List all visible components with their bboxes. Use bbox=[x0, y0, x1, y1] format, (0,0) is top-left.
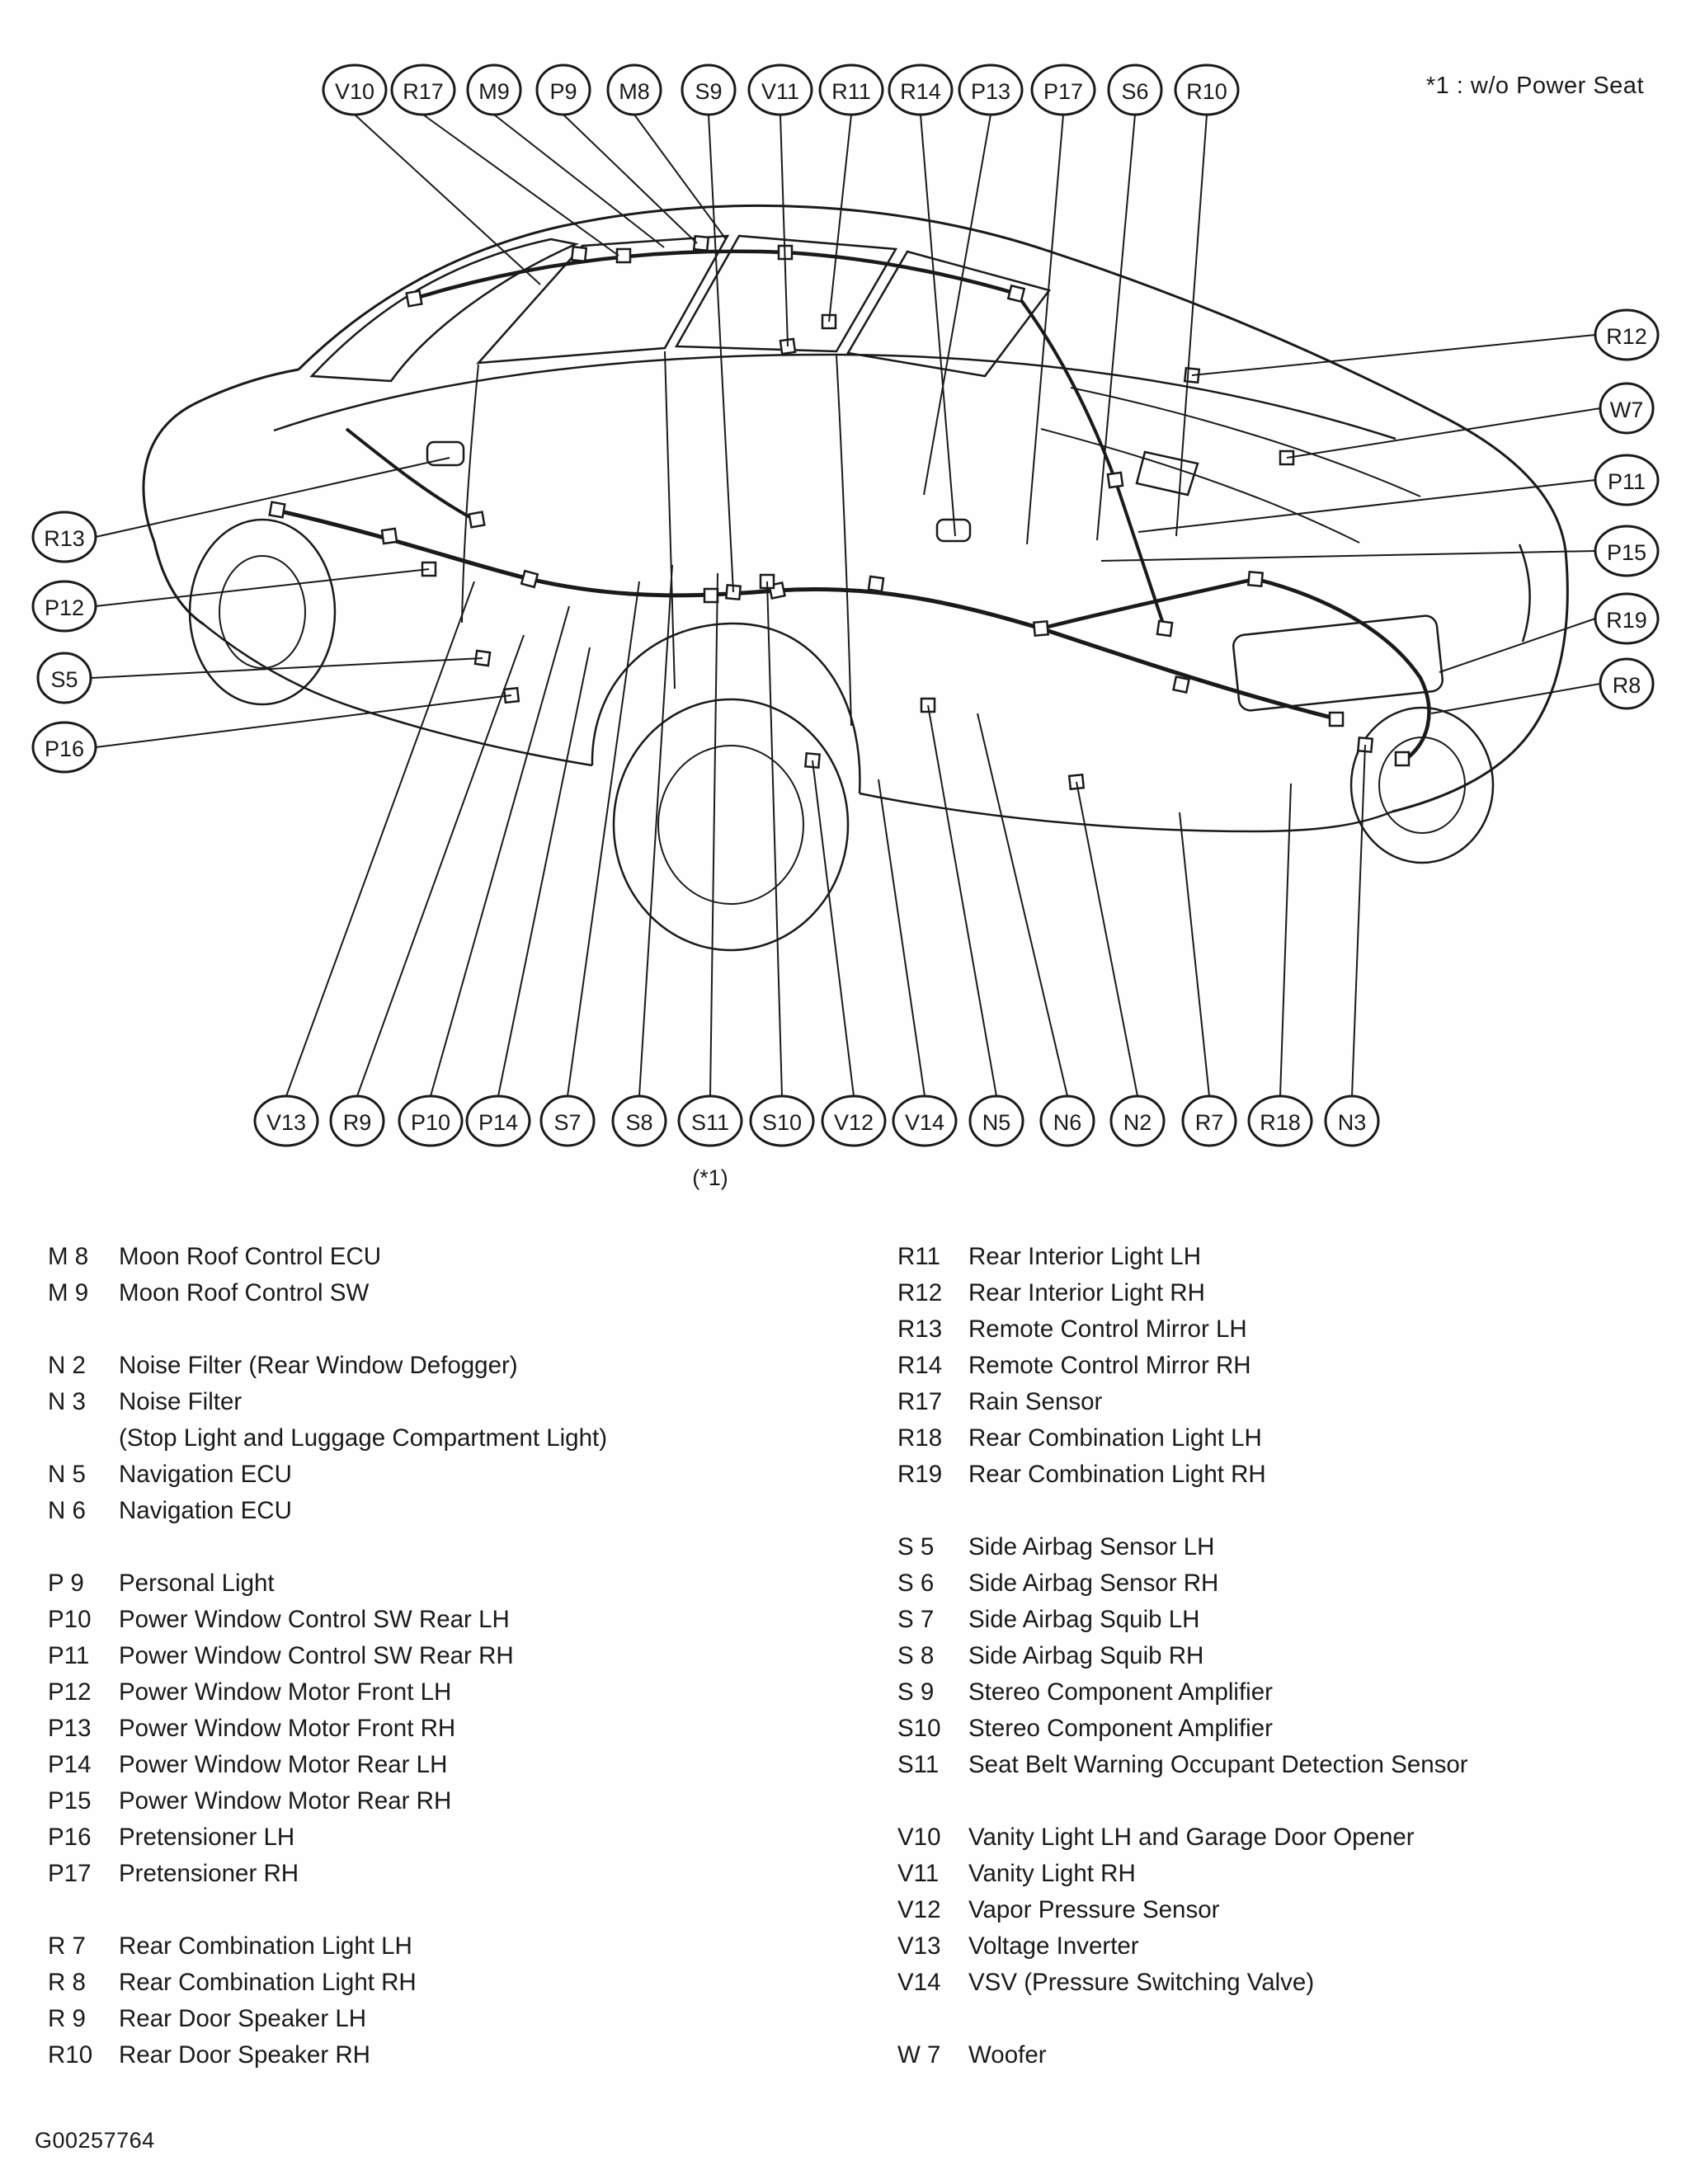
leader-line-P16 bbox=[96, 695, 511, 747]
callout-S10 bbox=[751, 1096, 813, 1146]
legend-entry-code: R18 bbox=[897, 1424, 943, 1452]
car-upper-outline bbox=[299, 205, 1567, 812]
leader-line-V11 bbox=[780, 115, 788, 346]
callout-S9 bbox=[682, 65, 735, 115]
legend-entry-code: R 7 bbox=[48, 1932, 86, 1960]
legend-entry-label: Rear Interior Light LH bbox=[968, 1243, 1202, 1270]
callout-label: M8 bbox=[619, 79, 650, 104]
legend-entry-code: P13 bbox=[48, 1715, 92, 1742]
connector bbox=[617, 249, 630, 262]
callout-label: P14 bbox=[478, 1110, 519, 1135]
legend-entry-code: P10 bbox=[48, 1606, 92, 1633]
connector bbox=[1330, 713, 1343, 726]
legend-entry bbox=[897, 1602, 1657, 1638]
legend-entry-code: S 6 bbox=[897, 1570, 935, 1597]
legend-entry bbox=[897, 1457, 1657, 1493]
callout-label: S10 bbox=[761, 1110, 803, 1135]
callout-label: P10 bbox=[410, 1110, 451, 1135]
callout-V10 bbox=[323, 65, 386, 115]
legend bbox=[48, 1239, 1657, 2073]
legend-entry-label: Rear Door Speaker LH bbox=[119, 2005, 367, 2032]
legend-entry-code: R10 bbox=[48, 2041, 93, 2069]
legend-entry bbox=[48, 1239, 897, 1275]
leader-line-P14 bbox=[498, 647, 590, 1096]
callout-M8 bbox=[608, 65, 661, 115]
callout-label: R19 bbox=[1606, 608, 1647, 633]
legend-entry-label: Personal Light bbox=[119, 1570, 275, 1597]
legend-entry-code: P16 bbox=[48, 1824, 92, 1851]
legend-entry-code: R14 bbox=[897, 1352, 943, 1379]
leader-line-S7 bbox=[568, 581, 639, 1096]
legend-entry-label: Side Airbag Sensor RH bbox=[968, 1570, 1219, 1597]
legend-entry bbox=[48, 1711, 897, 1747]
callout-S6 bbox=[1109, 65, 1161, 115]
connector bbox=[1108, 473, 1123, 487]
leader-line-R14 bbox=[921, 115, 955, 536]
callout-label: V11 bbox=[761, 79, 800, 104]
callout-R11 bbox=[820, 65, 883, 115]
legend-spacer bbox=[48, 1529, 897, 1565]
callout-P16 bbox=[33, 723, 96, 772]
connector bbox=[869, 577, 883, 591]
legend-entry-label: Noise Filter bbox=[119, 1388, 243, 1415]
legend-entry-label: Remote Control Mirror LH bbox=[968, 1316, 1247, 1343]
callout-S7 bbox=[541, 1096, 594, 1146]
legend-entry bbox=[48, 1348, 897, 1384]
legend-entry bbox=[48, 1965, 897, 2001]
trunk-lid-edge bbox=[1071, 388, 1420, 497]
callout-label: R14 bbox=[900, 79, 941, 104]
legend-entry-label: Seat Belt Warning Occupant Detection Sensor bbox=[968, 1751, 1468, 1778]
legend-entry-label: (Stop Light and Luggage Compartment Light) bbox=[119, 1424, 608, 1452]
leader-line-R19 bbox=[1439, 619, 1595, 672]
leader-line-P13 bbox=[924, 115, 991, 495]
legend-entry-code: P15 bbox=[48, 1787, 92, 1815]
legend-spacer bbox=[897, 1493, 1657, 1529]
callout-label: R7 bbox=[1194, 1110, 1224, 1135]
callout-S8 bbox=[613, 1096, 666, 1146]
callout-label: P12 bbox=[44, 595, 85, 620]
legend-entry-label: Power Window Control SW Rear LH bbox=[119, 1606, 510, 1633]
rear-light-right bbox=[1519, 544, 1530, 642]
legend-spacer bbox=[48, 1311, 897, 1348]
callout-R18 bbox=[1249, 1096, 1312, 1146]
leader-line-V10 bbox=[355, 115, 540, 285]
leader-line-P17 bbox=[1027, 115, 1063, 544]
connector bbox=[270, 502, 285, 518]
legend-entry bbox=[48, 1275, 897, 1311]
rear-harness bbox=[1255, 579, 1429, 760]
legend-entry bbox=[897, 1529, 1657, 1565]
callout-P11 bbox=[1595, 455, 1658, 505]
front-door-seam bbox=[462, 365, 478, 623]
license-plate bbox=[1232, 614, 1444, 711]
callout-label: V10 bbox=[334, 79, 375, 104]
callout-N6 bbox=[1041, 1096, 1094, 1146]
legend-entry bbox=[897, 1565, 1657, 1602]
legend-entry-code: N 3 bbox=[48, 1388, 86, 1415]
callout-label: R10 bbox=[1186, 79, 1227, 104]
leader-line-N6 bbox=[977, 713, 1067, 1096]
legend-entry-code: R17 bbox=[897, 1388, 943, 1415]
legend-entry bbox=[48, 1638, 897, 1674]
legend-entry-label: Power Window Control SW Rear RH bbox=[119, 1642, 514, 1669]
callout-P13 bbox=[959, 65, 1022, 115]
leader-line-S5 bbox=[91, 658, 483, 678]
callout-label: P16 bbox=[44, 737, 85, 761]
callout-R14 bbox=[889, 65, 952, 115]
callout-label: N6 bbox=[1053, 1110, 1082, 1135]
legend-entry-code: V10 bbox=[897, 1824, 941, 1851]
callout-label: S7 bbox=[553, 1110, 582, 1135]
callout-R17 bbox=[392, 65, 455, 115]
legend-entry-code: S 9 bbox=[897, 1678, 935, 1706]
leader-line-S9 bbox=[709, 115, 733, 592]
callout-label: R9 bbox=[342, 1110, 372, 1135]
legend-entry bbox=[48, 1565, 897, 1602]
windshield bbox=[312, 239, 576, 381]
callout-R9 bbox=[331, 1096, 384, 1146]
leader-line-R12 bbox=[1192, 335, 1595, 375]
legend-entry-label: Vanity Light LH and Garage Door Opener bbox=[968, 1824, 1415, 1851]
callout-R13 bbox=[33, 512, 96, 562]
legend-entry bbox=[48, 1384, 897, 1420]
legend-entry bbox=[897, 2037, 1657, 2073]
legend-entry bbox=[48, 1928, 897, 1965]
legend-entry-label: Rear Combination Light LH bbox=[119, 1932, 412, 1960]
legend-entry-label: Stereo Component Amplifier bbox=[968, 1715, 1273, 1742]
legend-entry-code: S10 bbox=[897, 1715, 941, 1742]
legend-entry-label: Rear Combination Light RH bbox=[119, 1969, 417, 1996]
legend-entry-code: M 8 bbox=[48, 1243, 89, 1270]
leader-line-V14 bbox=[878, 779, 925, 1096]
legend-entry-code: V14 bbox=[897, 1969, 941, 1996]
legend-entry-label: Side Airbag Sensor LH bbox=[968, 1533, 1215, 1560]
callout-R8 bbox=[1600, 659, 1653, 708]
leader-line-P11 bbox=[1138, 480, 1595, 532]
callout-W7 bbox=[1600, 384, 1653, 433]
callout-N3 bbox=[1326, 1096, 1378, 1146]
callout-label: W7 bbox=[1609, 398, 1644, 422]
rear-door-seam bbox=[836, 355, 851, 726]
callout-label: N3 bbox=[1337, 1110, 1367, 1135]
connector bbox=[1174, 677, 1189, 693]
legend-entry-code: R 8 bbox=[48, 1969, 86, 1996]
legend-entry-code: P12 bbox=[48, 1678, 92, 1706]
legend-entry-code: P17 bbox=[48, 1860, 92, 1887]
leader-line-S10 bbox=[767, 581, 782, 1096]
legend-entry-label: Voltage Inverter bbox=[968, 1932, 1139, 1960]
legend-entry bbox=[897, 1747, 1657, 1783]
connector bbox=[1157, 621, 1172, 636]
callout-label: P11 bbox=[1607, 469, 1646, 494]
leader-line-N2 bbox=[1076, 782, 1137, 1096]
leader-line-N5 bbox=[928, 705, 996, 1096]
callout-label: M9 bbox=[478, 79, 510, 104]
connector bbox=[469, 512, 485, 528]
legend-entry-label: Power Window Motor Front LH bbox=[119, 1678, 452, 1706]
callout-S11 bbox=[679, 1096, 742, 1146]
legend-entry-code: V12 bbox=[897, 1896, 941, 1923]
callout-N5 bbox=[970, 1096, 1023, 1146]
legend-entry-code: R19 bbox=[897, 1461, 943, 1488]
legend-entry-code: R13 bbox=[897, 1316, 943, 1343]
front-door-window bbox=[478, 236, 728, 363]
callout-label: N5 bbox=[982, 1110, 1011, 1135]
legend-entry-code: V13 bbox=[897, 1932, 941, 1960]
connector bbox=[704, 589, 718, 602]
callout-label: R8 bbox=[1612, 673, 1641, 698]
callout-V11 bbox=[749, 65, 812, 115]
legend-entry-code: S 8 bbox=[897, 1642, 935, 1669]
legend-entry bbox=[48, 1457, 897, 1493]
legend-entry-code: R11 bbox=[897, 1243, 940, 1270]
legend-entry-label: Side Airbag Squib RH bbox=[968, 1642, 1204, 1669]
connector bbox=[521, 571, 538, 587]
car-sill-front bbox=[204, 624, 592, 765]
callout-label: S6 bbox=[1121, 79, 1149, 104]
front-left-wheel bbox=[190, 520, 335, 704]
callout-R7 bbox=[1183, 1096, 1236, 1146]
legend-entry-code: N 2 bbox=[48, 1352, 86, 1379]
connector bbox=[1008, 285, 1024, 301]
legend-entry-label: Pretensioner LH bbox=[119, 1824, 295, 1851]
leader-line-P9 bbox=[563, 115, 697, 243]
callout-label: N2 bbox=[1123, 1110, 1152, 1135]
callout-label: R18 bbox=[1260, 1110, 1301, 1135]
legend-entry-code: R 9 bbox=[48, 2005, 86, 2032]
rear-left-wheel bbox=[614, 699, 848, 950]
legend-entry bbox=[897, 1856, 1657, 1892]
callout-V13 bbox=[255, 1096, 318, 1146]
legend-entry bbox=[897, 1711, 1657, 1747]
car-sill-rear bbox=[860, 793, 1392, 831]
legend-column-right bbox=[897, 1239, 1657, 2073]
connector bbox=[1248, 572, 1262, 586]
legend-entry-code: N 6 bbox=[48, 1497, 86, 1524]
legend-entry bbox=[897, 1311, 1657, 1348]
legend-entry-code: S 5 bbox=[897, 1533, 935, 1560]
callout-N2 bbox=[1111, 1096, 1164, 1146]
legend-entry-label: Moon Roof Control ECU bbox=[119, 1243, 382, 1270]
callout-label: V13 bbox=[266, 1110, 307, 1135]
legend-entry-code: M 9 bbox=[48, 1279, 89, 1306]
callout-M9 bbox=[468, 65, 520, 115]
connector bbox=[382, 529, 397, 544]
callout-label: S9 bbox=[695, 79, 723, 104]
front-left-wheel-inner bbox=[219, 556, 305, 668]
callout-label: S5 bbox=[50, 667, 78, 692]
leader-line-R13 bbox=[96, 458, 450, 537]
legend-entry-label: Power Window Motor Rear RH bbox=[119, 1787, 452, 1815]
legend-entry-code: R12 bbox=[897, 1279, 943, 1306]
callout-label: V14 bbox=[904, 1110, 945, 1135]
callout-label: S11 bbox=[690, 1110, 730, 1135]
leader-line-R7 bbox=[1180, 812, 1209, 1096]
leader-line-N3 bbox=[1352, 745, 1365, 1096]
callout-labels bbox=[33, 65, 1658, 1146]
legend-entry bbox=[48, 1420, 897, 1457]
legend-entry-code: V11 bbox=[897, 1860, 940, 1887]
legend-entry bbox=[897, 1819, 1657, 1856]
callout-P14 bbox=[467, 1096, 530, 1146]
legend-entry-label: Moon Roof Control SW bbox=[119, 1279, 370, 1306]
legend-entry bbox=[897, 1892, 1657, 1928]
callout-R19 bbox=[1595, 594, 1658, 643]
legend-entry-label: Rear Door Speaker RH bbox=[119, 2041, 370, 2069]
legend-spacer bbox=[897, 1783, 1657, 1819]
legend-entry-label: Vanity Light RH bbox=[968, 1860, 1136, 1887]
connector bbox=[1034, 621, 1048, 635]
legend-entry bbox=[897, 1239, 1657, 1275]
callout-R10 bbox=[1175, 65, 1238, 115]
floor-harness-branch bbox=[1041, 579, 1255, 628]
callout-V14 bbox=[893, 1096, 956, 1146]
legend-entry-code: P11 bbox=[48, 1642, 90, 1669]
callout-P9 bbox=[537, 65, 590, 115]
legend-entry bbox=[48, 1856, 897, 1892]
legend-entry bbox=[48, 2001, 897, 2037]
legend-entry-code: P14 bbox=[48, 1751, 92, 1778]
legend-entry-label: Rear Combination Light RH bbox=[968, 1461, 1266, 1488]
callout-P12 bbox=[33, 581, 96, 631]
callout-label: R17 bbox=[403, 79, 444, 104]
rear-right-wheel bbox=[1351, 708, 1493, 863]
legend-entry-label: Navigation ECU bbox=[119, 1461, 292, 1488]
legend-entry-label: Vapor Pressure Sensor bbox=[968, 1896, 1220, 1923]
legend-entry-label: Rain Sensor bbox=[968, 1388, 1103, 1415]
legend-entry bbox=[897, 1420, 1657, 1457]
callout-label: P15 bbox=[1606, 540, 1647, 565]
power-seat-note: *1 : w/o Power Seat bbox=[1425, 73, 1644, 99]
legend-entry-code: N 5 bbox=[48, 1461, 86, 1488]
callout-label: R13 bbox=[44, 526, 85, 551]
legend-entry-label: Power Window Motor Rear LH bbox=[119, 1751, 448, 1778]
callout-label: R12 bbox=[1606, 324, 1647, 349]
legend-entry-label: Rear Interior Light RH bbox=[968, 1279, 1205, 1306]
connector bbox=[407, 291, 422, 307]
callout-P15 bbox=[1595, 526, 1658, 576]
legend-entry bbox=[897, 1674, 1657, 1711]
callout-R12 bbox=[1595, 310, 1658, 360]
callout-V12 bbox=[822, 1096, 885, 1146]
callout-label: S8 bbox=[625, 1110, 653, 1135]
legend-entry-label: Noise Filter (Rear Window Defogger) bbox=[119, 1352, 518, 1379]
legend-entry bbox=[48, 1819, 897, 1856]
legend-entry-label: Power Window Motor Front RH bbox=[119, 1715, 456, 1742]
leader-line-R11 bbox=[829, 115, 851, 322]
leader-line-P12 bbox=[96, 569, 429, 606]
legend-entry bbox=[48, 1783, 897, 1819]
legend-entry bbox=[48, 1602, 897, 1638]
legend-entry bbox=[897, 1928, 1657, 1965]
legend-entry-label: Stereo Component Amplifier bbox=[968, 1678, 1273, 1706]
legend-entry bbox=[897, 1384, 1657, 1420]
legend-entry-label: Woofer bbox=[968, 2041, 1047, 2069]
callout-label: P9 bbox=[549, 79, 577, 104]
legend-entry-code: W 7 bbox=[897, 2041, 941, 2069]
callout-label: P17 bbox=[1043, 79, 1084, 104]
connector bbox=[1396, 752, 1409, 765]
callout-label: V12 bbox=[833, 1110, 874, 1135]
harness-connectors bbox=[270, 236, 1409, 789]
rear-wheel-arch bbox=[592, 624, 860, 793]
legend-entry bbox=[48, 1674, 897, 1711]
legend-entry bbox=[48, 2037, 897, 2073]
legend-spacer bbox=[48, 1892, 897, 1928]
legend-column-left bbox=[48, 1239, 897, 2073]
legend-entry bbox=[897, 1348, 1657, 1384]
legend-entry bbox=[48, 1493, 897, 1529]
leader-line-R8 bbox=[1431, 684, 1600, 713]
leader-line-P15 bbox=[1101, 551, 1595, 561]
callout-label: P13 bbox=[970, 79, 1011, 104]
legend-entry-code: S 7 bbox=[897, 1606, 935, 1633]
callout-P17 bbox=[1032, 65, 1095, 115]
legend-entry-label: Remote Control Mirror RH bbox=[968, 1352, 1251, 1379]
leader-line-V13 bbox=[286, 581, 474, 1096]
legend-entry-label: Pretensioner RH bbox=[119, 1860, 299, 1887]
legend-entry bbox=[897, 1965, 1657, 2001]
legend-entry-code bbox=[48, 1420, 119, 1457]
footnote-power-seat: (*1) bbox=[692, 1165, 728, 1190]
legend-entry-label: Side Airbag Squib LH bbox=[968, 1606, 1200, 1633]
legend-spacer bbox=[897, 2001, 1657, 2037]
legend-entry-code: S11 bbox=[897, 1751, 940, 1778]
legend-entry-code: P 9 bbox=[48, 1570, 84, 1597]
figure-id: G00257764 bbox=[35, 2128, 155, 2153]
legend-entry bbox=[48, 1747, 897, 1783]
legend-entry-label: Rear Combination Light LH bbox=[968, 1424, 1262, 1452]
callout-label: R11 bbox=[831, 79, 871, 104]
callout-P10 bbox=[399, 1096, 462, 1146]
leader-lines bbox=[91, 115, 1600, 1096]
connector bbox=[572, 247, 586, 261]
legend-entry bbox=[897, 1275, 1657, 1311]
legend-entry bbox=[897, 1638, 1657, 1674]
legend-entry-label: Navigation ECU bbox=[119, 1497, 292, 1524]
rear-left-wheel-inner bbox=[658, 746, 803, 904]
callout-S5 bbox=[38, 653, 91, 703]
leader-line-S11 bbox=[710, 573, 718, 1096]
legend-entry-label: VSV (Pressure Switching Valve) bbox=[968, 1969, 1315, 1996]
rear-right-wheel-inner bbox=[1379, 737, 1465, 833]
